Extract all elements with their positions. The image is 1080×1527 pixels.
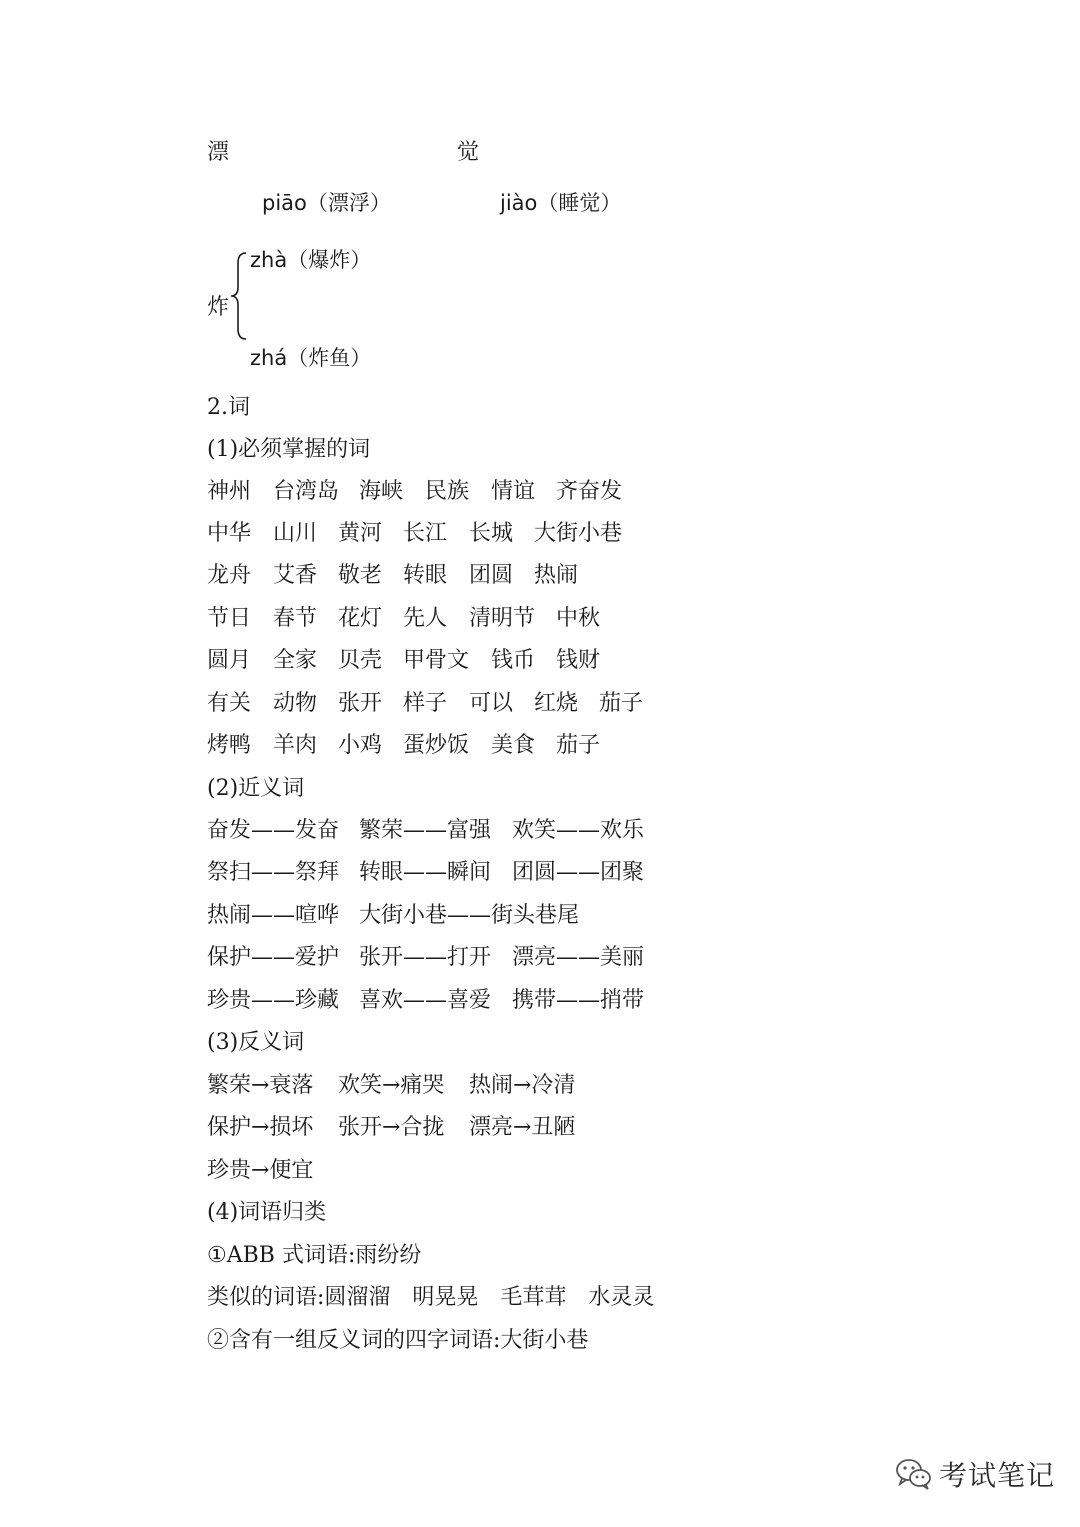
reading-zha-2: zhá（炸鱼） <box>250 346 372 370</box>
reading-jue: jiào（睡觉） <box>500 191 622 215</box>
heading-categories: (4)词语归类 <box>207 1200 327 1225</box>
word: 蛋炒饭 <box>403 733 470 758</box>
word: 长江 <box>403 521 448 546</box>
word: 中华 <box>207 521 252 546</box>
word: 龙舟 <box>207 563 252 588</box>
antonym-pair: 繁荣→衰落 <box>207 1073 314 1098</box>
synonym-pair: 珍贵——珍藏 <box>207 988 340 1013</box>
char-jue: 觉 <box>457 140 480 165</box>
word: 海峡 <box>359 479 404 504</box>
word: 羊肉 <box>273 733 318 758</box>
word: 红烧 <box>534 691 579 716</box>
word: 钱币 <box>491 648 536 673</box>
word: 敬老 <box>338 563 383 588</box>
word: 花灯 <box>338 606 383 631</box>
antonym-pair: 张开→合拢 <box>338 1115 445 1140</box>
char-piao: 漂 <box>207 140 230 165</box>
synonym-pair: 喜欢——喜爱 <box>359 988 492 1013</box>
word: 节日 <box>207 606 252 631</box>
watermark-text: 考试笔记 <box>939 1459 1056 1492</box>
word: 钱财 <box>556 648 601 673</box>
watermark <box>895 1452 1055 1496</box>
word: 山川 <box>273 521 318 546</box>
synonym-pair: 张开——打开 <box>359 945 492 970</box>
word: 可以 <box>469 691 514 716</box>
word: 美食 <box>491 733 536 758</box>
word: 转眼 <box>403 563 448 588</box>
word: 热闹 <box>534 563 579 588</box>
word: 甲骨文 <box>403 648 470 673</box>
antonym-pair: 欢笑→痛哭 <box>338 1073 445 1098</box>
word: 先人 <box>403 606 448 631</box>
antonym-pair: 珍贵→便宜 <box>207 1158 314 1183</box>
antonym-pair: 保护→损坏 <box>207 1115 314 1140</box>
synonym-pair: 携带——捎带 <box>512 988 645 1013</box>
word: 全家 <box>273 648 318 673</box>
word: 情谊 <box>491 479 536 504</box>
word: 齐奋发 <box>556 479 623 504</box>
synonym-pair: 热闹——喧哗 <box>207 903 340 928</box>
word: 圆月 <box>207 648 252 673</box>
word: 小鸡 <box>338 733 383 758</box>
word: 张开 <box>338 691 383 716</box>
char-zha: 炸 <box>207 295 230 320</box>
word: 贝壳 <box>338 648 383 673</box>
word: 春节 <box>273 606 318 631</box>
heading-must-know: (1)必须掌握的词 <box>207 437 371 462</box>
word: 清明节 <box>469 606 536 631</box>
word: 茄子 <box>599 691 644 716</box>
heading-synonyms: (2)近义词 <box>207 776 305 801</box>
antonym-pair: 漂亮→丑陋 <box>469 1115 576 1140</box>
synonym-pair: 保护——爱护 <box>207 945 340 970</box>
word: 中秋 <box>556 606 601 631</box>
synonym-pair: 繁荣——富强 <box>359 818 492 843</box>
category-abb: ①ABB 式词语:雨纷纷 <box>207 1243 422 1268</box>
word: 神州 <box>207 479 252 504</box>
word: 台湾岛 <box>273 479 340 504</box>
heading-antonyms: (3)反义词 <box>207 1030 305 1055</box>
word: 黄河 <box>338 521 383 546</box>
synonym-pair: 欢笑——欢乐 <box>512 818 645 843</box>
synonym-pair: 转眼——瞬间 <box>359 860 492 885</box>
synonym-pair: 祭扫——祭拜 <box>207 860 340 885</box>
word: 团圆 <box>469 563 514 588</box>
wechat-icon <box>895 1457 933 1491</box>
word: 烤鸭 <box>207 733 252 758</box>
word: 样子 <box>403 691 448 716</box>
synonym-pair: 漂亮——美丽 <box>512 945 645 970</box>
section-heading-words: 2.词 <box>207 395 250 420</box>
reading-zha-1: zhà（爆炸） <box>250 248 372 272</box>
synonym-pair: 大街小巷——街头巷尾 <box>359 903 580 928</box>
category-similar: 类似的词语:圆溜溜 明晃晃 毛茸茸 水灵灵 <box>207 1285 655 1310</box>
antonym-pair: 热闹→冷清 <box>469 1073 576 1098</box>
word: 动物 <box>273 691 318 716</box>
synonym-pair: 团圆——团聚 <box>512 860 645 885</box>
word: 长城 <box>469 521 514 546</box>
word: 民族 <box>425 479 470 504</box>
brace-icon <box>228 251 250 341</box>
category-antonym-idiom: ②含有一组反义词的四字词语:大街小巷 <box>207 1328 589 1353</box>
reading-piao: piāo（漂浮） <box>262 191 391 215</box>
word: 艾香 <box>273 563 318 588</box>
word: 有关 <box>207 691 252 716</box>
word: 大街小巷 <box>534 521 623 546</box>
synonym-pair: 奋发——发奋 <box>207 818 340 843</box>
word: 茄子 <box>556 733 601 758</box>
